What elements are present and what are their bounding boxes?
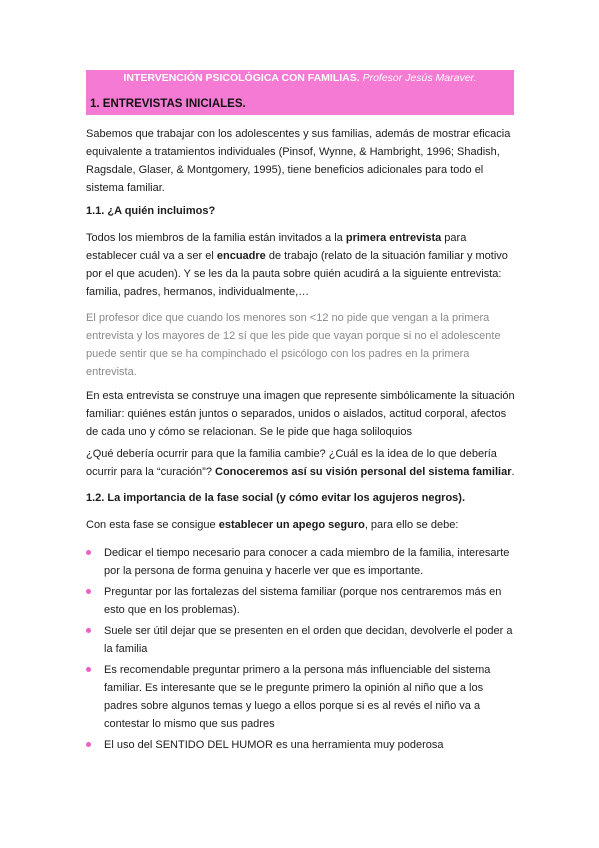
list-item bbox=[86, 622, 518, 658]
text-run: de trabajo (relato de la situación familiar y motivo por el que acuden). Y se les da la pauta sobre quién acudirá a la siguiente entrevista: familia, padres, hermanos, individualmente,… bbox=[86, 250, 508, 298]
intro-paragraph: Sabemos que trabajar con los adolescentes y sus familias, además de mostrar eficacia equivalente a tratamientos individuales (Pinsof, Wynne, & Hambright, 1996; Shadish, Ragsdale, Glaser, & Montgomery, 1995), tiene beneficios adicionales para todo el sistema familiar. bbox=[86, 128, 511, 194]
list-item bbox=[86, 661, 518, 733]
text-run: . bbox=[511, 466, 515, 478]
subheading-1-2: 1.2. La importancia de la fase social (y cómo evitar los agujeros negros). bbox=[86, 492, 466, 504]
paragraph-professor-note: El profesor dice que cuando los menores son <12 no pide que vengan a la primera entrevista y los mayores de 12 sí que les pide que vayan porque si no el adolescente puede sentir que se ha compinchado el psicólogo con los padres en la primera entrevista. bbox=[86, 312, 501, 378]
bold-run: Conoceremos así su visión personal del sistema familiar bbox=[215, 466, 512, 478]
subheading-1-1: 1.1. ¿A quién incluimos? bbox=[86, 205, 216, 217]
bullet-icon bbox=[86, 628, 91, 633]
bold-run: establecer un apego seguro bbox=[218, 519, 365, 531]
bullet-icon bbox=[86, 742, 91, 747]
bold-run: primera entrevista bbox=[345, 232, 442, 244]
bold-run: encuadre bbox=[216, 250, 266, 262]
text-run: , para ello se debe: bbox=[364, 519, 459, 531]
section-heading: 1. ENTREVISTAS INICIALES. bbox=[90, 98, 246, 110]
list-item bbox=[86, 736, 518, 754]
list-item-text: Es recomendable preguntar primero a la persona más influenciable del sistema familiar. Es interesante que se le pregunte primero la opinión al niño que a los padres sobre algunos temas y luego a ellos porque si es al revés el niño va a contestar lo mismo que sus padres bbox=[104, 664, 491, 730]
text-run: Todos los miembros de la familia están invitados a la bbox=[86, 232, 346, 244]
document-title bbox=[86, 71, 514, 85]
professor-text: Profesor Jesús Maraver. bbox=[359, 72, 477, 84]
paragraph-primera-entrevista bbox=[86, 229, 516, 301]
paragraph-vision-personal bbox=[86, 445, 516, 481]
bullet-icon bbox=[86, 589, 91, 594]
list-item-text: Dedicar el tiempo necesario para conocer a cada miembro de la familia, interesarte por la persona de forma genuina y hacerle ver que es importante. bbox=[104, 547, 510, 577]
list-item-text: El uso del SENTIDO DEL HUMOR es una herramienta muy poderosa bbox=[104, 739, 444, 751]
paragraph-imagen-familiar: En esta entrevista se construye una imagen que represente simbólicamente la situación familiar: quiénes están juntos o separados, unidos o aislados, actitud corporal, afectos de cada uno y cómo se relacionan. Se le pide que haga soliloquios bbox=[86, 390, 515, 438]
list-item-text: Suele ser útil dejar que se presenten en el orden que decidan, devolverle el poder a la familia bbox=[104, 625, 513, 655]
text-run: Con esta fase se consigue bbox=[86, 519, 219, 531]
list-item-text: Preguntar por las fortalezas del sistema familiar (porque nos centraremos más en esto que en los problemas). bbox=[104, 586, 502, 616]
bullet-icon bbox=[86, 667, 91, 672]
bullet-icon bbox=[86, 550, 91, 555]
title-text: INTERVENCIÓN PSICOLÓGICA CON FAMILIAS. bbox=[123, 72, 360, 84]
text-run: ¿Qué debería ocurrir para que la familia cambie? ¿Cuál es la idea de lo que debería ocurrir para la “curación”? bbox=[86, 448, 497, 478]
list-item bbox=[86, 583, 518, 619]
list-item bbox=[86, 544, 518, 580]
paragraph-apego-seguro bbox=[86, 516, 516, 534]
bullet-list bbox=[86, 544, 518, 754]
text-run: para establecer cuál va a ser el bbox=[86, 232, 467, 262]
